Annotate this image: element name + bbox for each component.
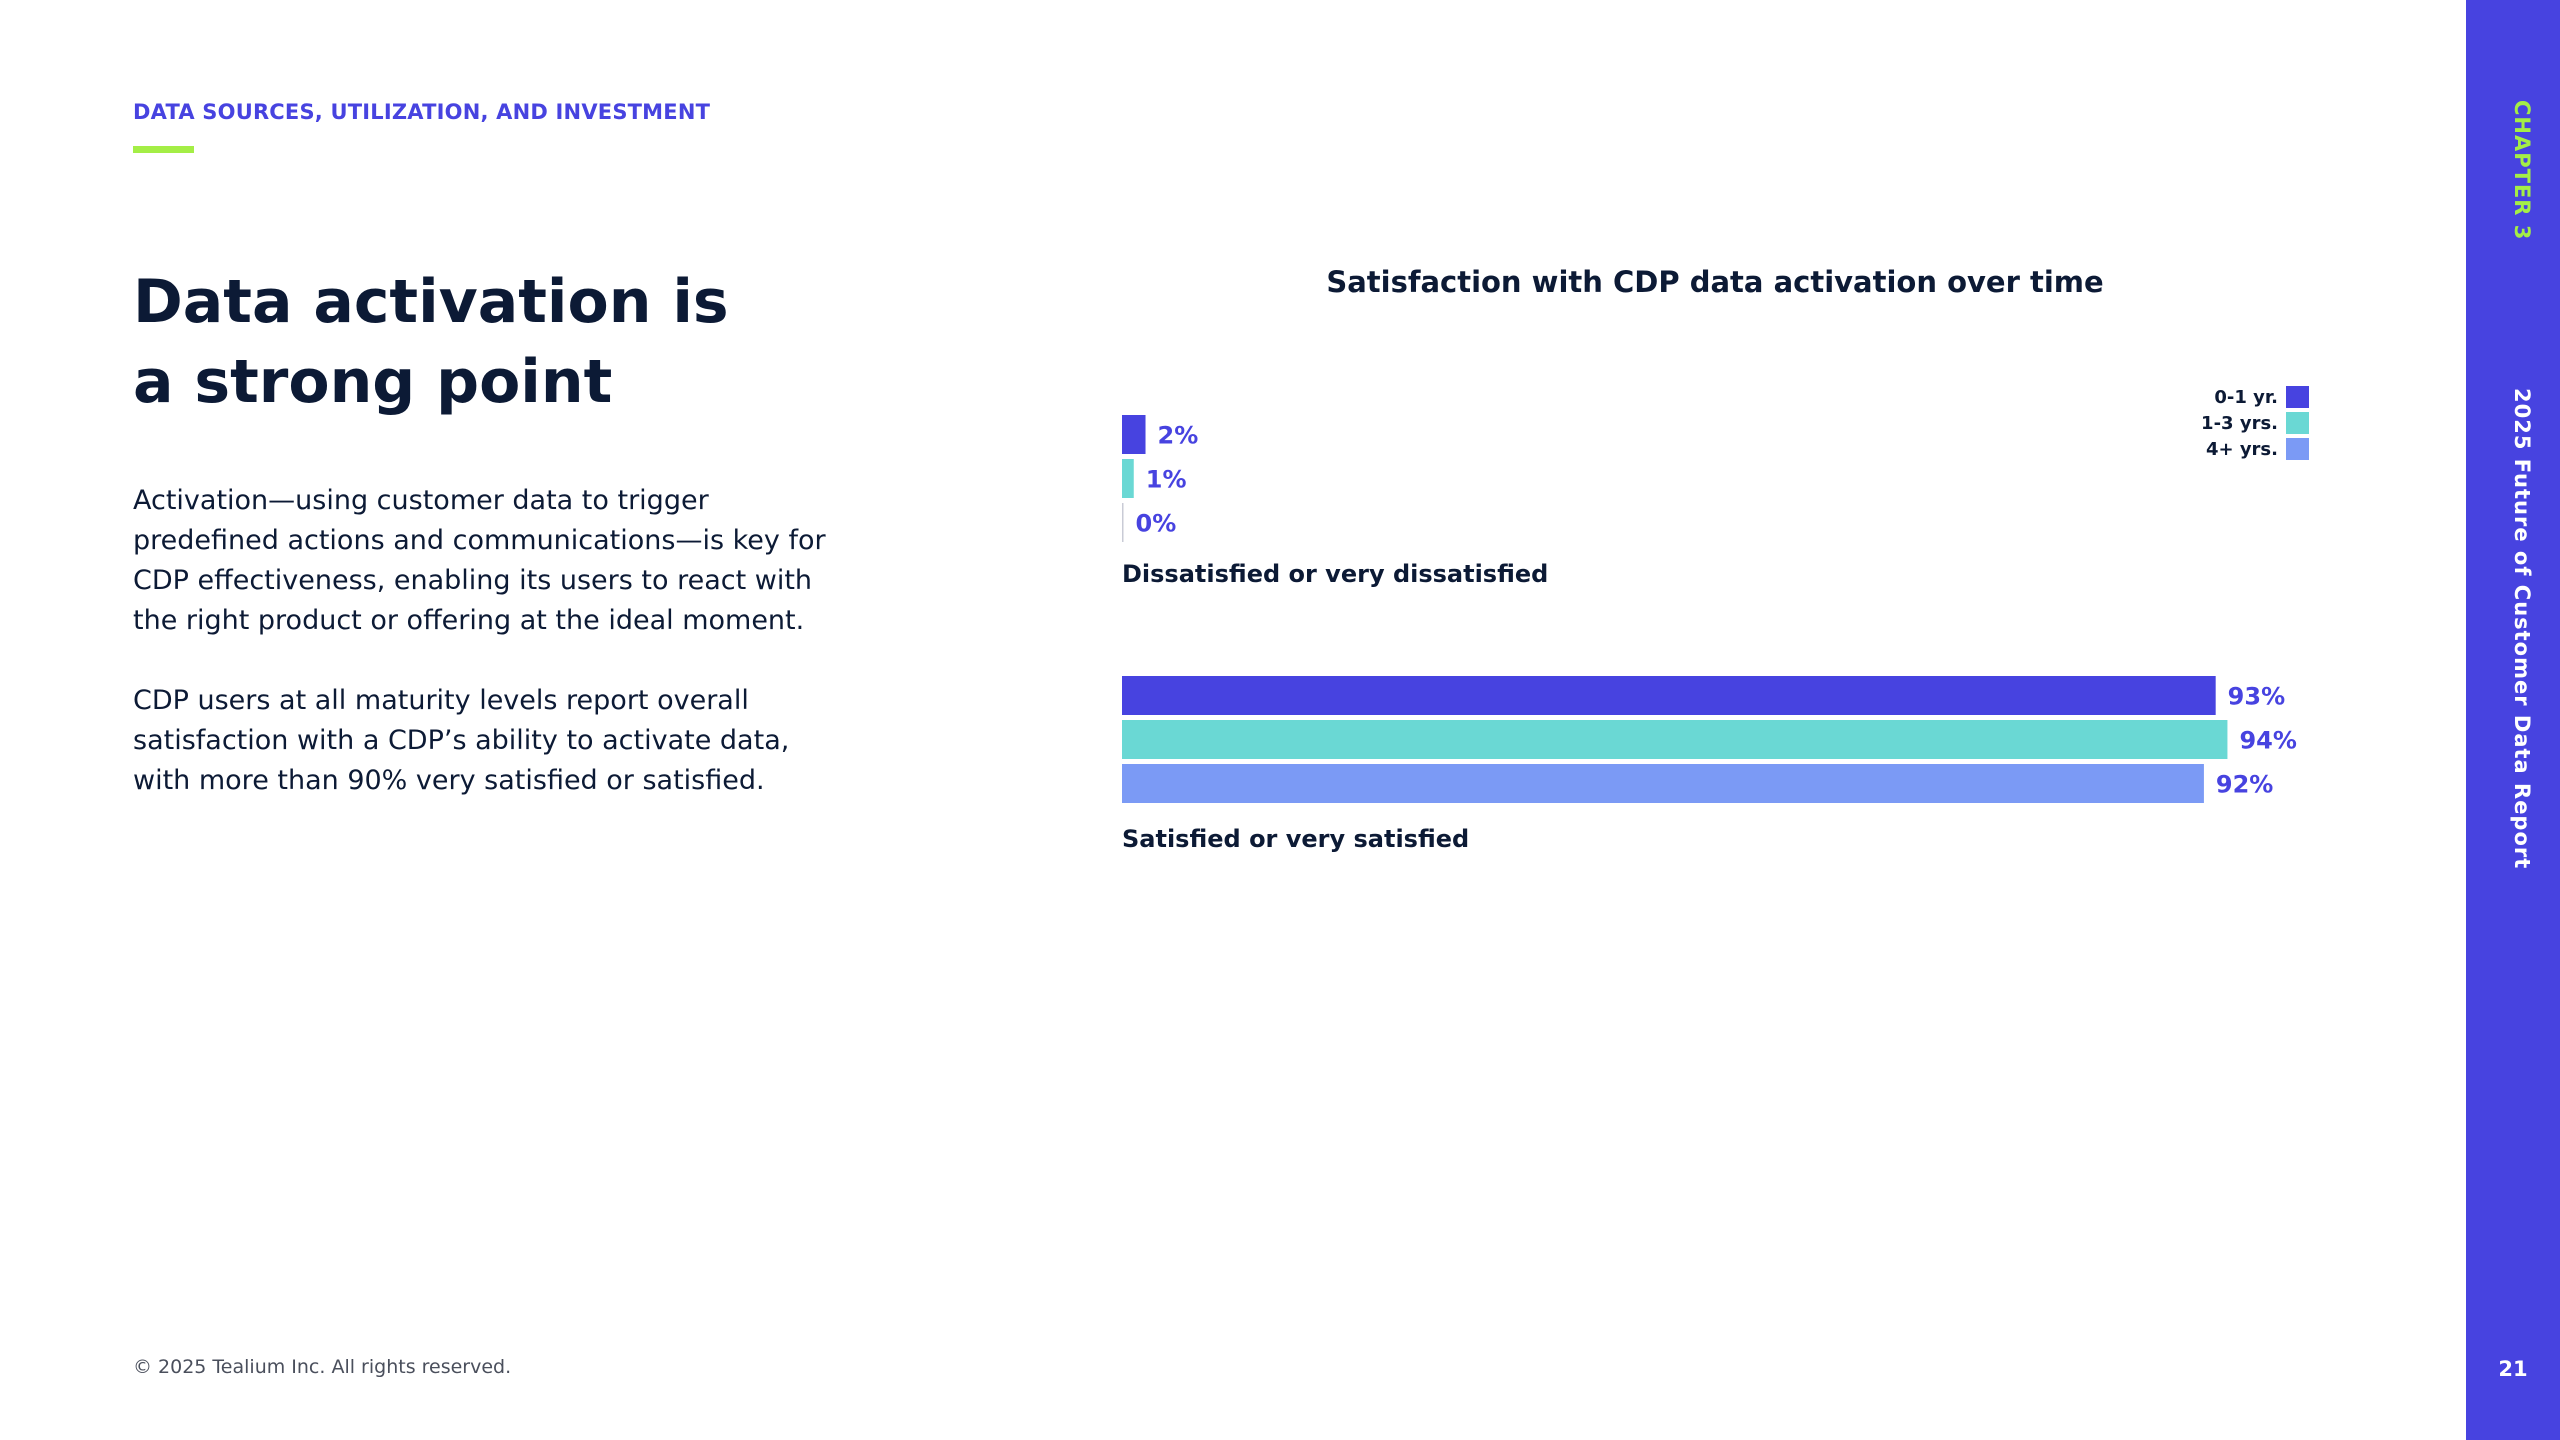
copyright-footer: © 2025 Tealium Inc. All rights reserved. — [133, 1356, 512, 1378]
bar-0-1-yr--dissatisfied — [1122, 415, 1146, 454]
bar-1-3-yrs--satisfied — [1122, 720, 2227, 759]
sidebar-report-title: 2025 Future of Customer Data Report — [2510, 388, 2534, 870]
page-title-line-1: Data activation is — [133, 267, 729, 337]
page-title-line-2: a strong point — [133, 347, 613, 417]
section-label: DATA SOURCES, UTILIZATION, AND INVESTMENT — [133, 100, 711, 124]
data-label: 92% — [2215, 770, 2274, 799]
bar-0-1-yr--satisfied — [1122, 676, 2216, 715]
legend-label: 4+ yrs. — [2205, 438, 2278, 460]
bar-4-yrs--dissatisfied — [1122, 503, 1124, 542]
bar-1-3-yrs--dissatisfied — [1122, 459, 1134, 498]
data-label: 1% — [1145, 465, 1187, 494]
data-label: 2% — [1157, 421, 1199, 450]
page-number: 21 — [2498, 1357, 2528, 1381]
category-label: Dissatisfied or very dissatisfied — [1122, 560, 1549, 588]
data-label: 93% — [2227, 682, 2286, 711]
chart-title: Satisfaction with CDP data activation over time — [1326, 265, 2104, 299]
legend-label: 1-3 yrs. — [2201, 412, 2278, 434]
body-paragraph-2: CDP users at all maturity levels report overall satisfaction with a CDP’s ability to activate data, with more than 90% very satisfied or satisfied. — [133, 685, 790, 796]
bar-4-yrs--satisfied — [1122, 764, 2204, 803]
legend-label: 0-1 yr. — [2214, 386, 2278, 408]
data-label: 0% — [1135, 509, 1177, 538]
sidebar-chapter-label: CHAPTER 3 — [2510, 100, 2534, 241]
category-label: Satisfied or very satisfied — [1122, 825, 1470, 853]
data-label: 94% — [2239, 726, 2297, 755]
body-paragraph-1: Activation—using customer data to trigger predefined actions and communications—is key for CDP effectiveness, enabling its users to react with the right product or offering at the ideal moment. — [133, 485, 826, 636]
